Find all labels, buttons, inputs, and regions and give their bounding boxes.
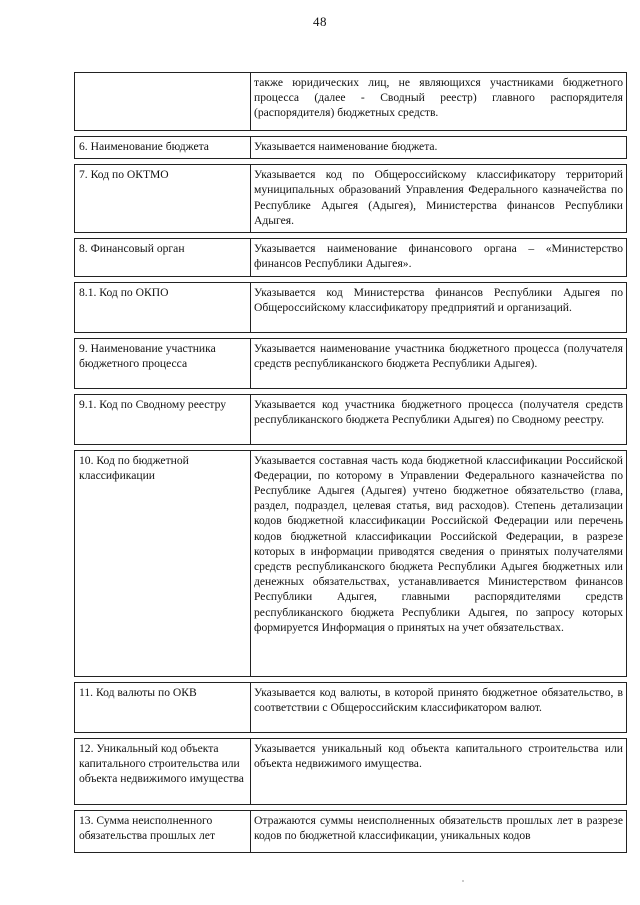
page-number: 48 [313,14,327,29]
row-description: Указывается наименование финансового органа – «Министерство финансов Республики Адыгея». [251,239,627,276]
table-row [75,810,627,852]
row-label: 9. Наименование участника бюджетного процесса [75,338,251,388]
row-description: Указывается наименование бюджета. [251,137,627,159]
table-row [75,338,627,388]
row-description: Указывается код по Общероссийскому классификатору территорий муниципальных образований Управления Федерального казначейства по Республике Адыгея (Адыгея), Министерства финансов Республики Адыгея. [251,165,627,233]
row-label [75,73,251,131]
document-table [74,72,627,853]
row-description: Указывается код валюты, в которой принято бюджетное обязательство, в соответствии с Общероссийским классификатором валют. [251,682,627,732]
row-label: 10. Код по бюджетной классификации [75,450,251,676]
row-description: также юридических лиц, не являющихся участниками бюджетного процесса (далее - Сводный реестр) главного распорядителя (распорядителя) бюджетных средств. [251,73,627,131]
row-description: Указывается уникальный код объекта капитального строительства или объекта недвижимого имущества. [251,738,627,804]
row-description: Указывается составная часть кода бюджетной классификации Российской Федерации, по которому в Управлении Федерального казначейства по Республике Адыгея (Адыгея) учтено бюджетное обязательство (глава, раздел, подраздел, целевая статья, вид расходов). Степень детализации кодов бюджетной классификации Российской Федерации или перечень кодов бюджетной классификации Российской Федерации, в разрезе которых в информации приводятся сведения о принятых получателями средств республиканского бюджета Республики Адыгея бюджетных или денежных обязательствах, устанавливается Министерством финансов Республики Адыгея, главными распорядителями средств республиканского бюджета Республики Адыгея, по запросу которых формируется Информация о принятых на учет обязательствах. [251,450,627,676]
table-row [75,450,627,676]
table-row [75,165,627,233]
row-label: 6. Наименование бюджета [75,137,251,159]
table-row [75,73,627,131]
row-description: Указывается код участника бюджетного процесса (получателя средств республиканского бюджета Республики Адыгея) по Сводному реестру. [251,394,627,444]
row-label: 9.1. Код по Сводному реестру [75,394,251,444]
row-label: 11. Код валюты по ОКВ [75,682,251,732]
row-label: 12. Уникальный код объекта капитального строительства или объекта недвижимого имущества [75,738,251,804]
table-row [75,239,627,276]
row-description: Отражаются суммы неисполненных обязательств прошлых лет в разрезе кодов по бюджетной классификации, уникальных кодов [251,810,627,852]
row-description: Указывается наименование участника бюджетного процесса (получателя средств республиканского бюджета Республики Адыгея). [251,338,627,388]
table-row [75,738,627,804]
row-description: Указывается код Министерства финансов Республики Адыгея по Общероссийскому классификатору предприятий и организаций. [251,282,627,332]
row-label: 13. Сумма неисполненного обязательства прошлых лет [75,810,251,852]
table-row [75,394,627,444]
scan-speck [462,880,464,882]
row-label: 7. Код по ОКТМО [75,165,251,233]
table-row [75,282,627,332]
row-label: 8. Финансовый орган [75,239,251,276]
row-label: 8.1. Код по ОКПО [75,282,251,332]
table-row [75,682,627,732]
table-row [75,137,627,159]
